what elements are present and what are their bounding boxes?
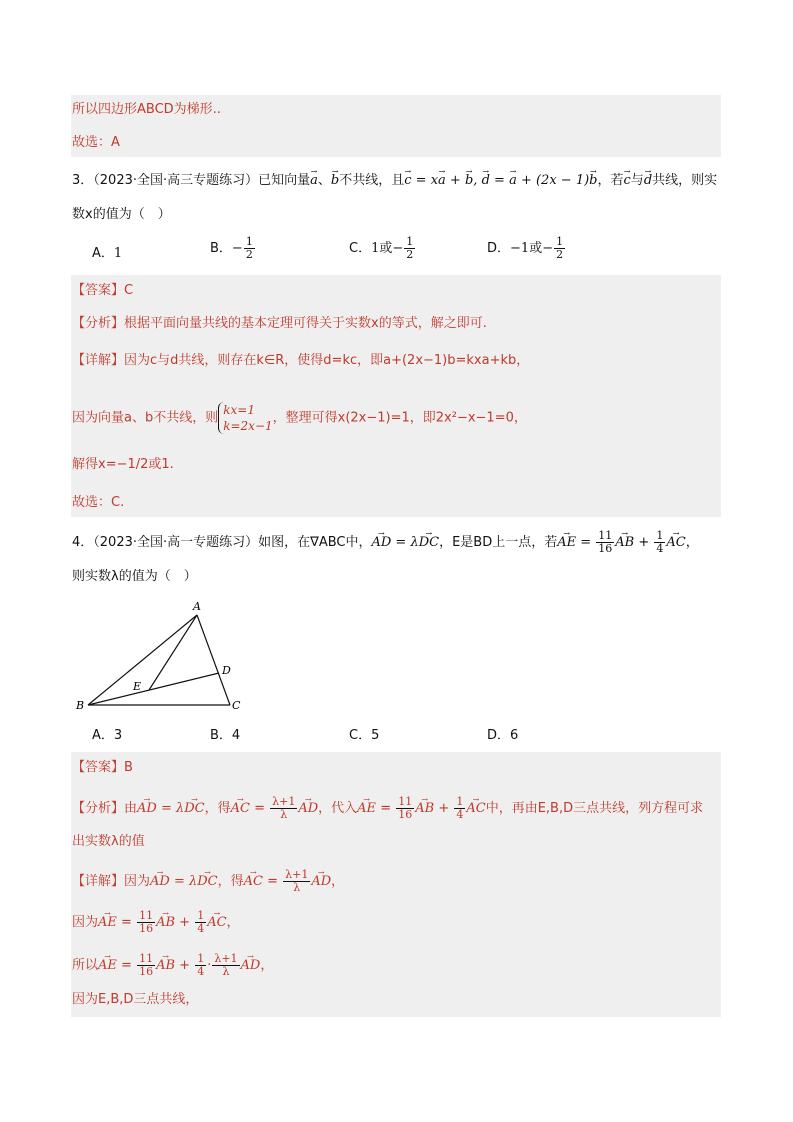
text-line: 所以四边形ABCD为梯形..: [72, 102, 221, 117]
detail-label: 【详解】: [72, 353, 125, 368]
detail-text: 因为向量a、b不共线，则: [72, 410, 219, 426]
option-b: B．− $\frac{1}{2}$: [210, 235, 253, 261]
detail-line-2: 因为→ AE = $\frac{11}{16}$ → AB + $\frac{1}{4}$ → AC，: [72, 910, 240, 935]
answer-label: 【答案】: [72, 283, 125, 298]
choice-line: 故选：A: [72, 135, 120, 150]
detail-line-3: 所以→ AE = $\frac{11}{16}$ → AB + $\frac{1}{4}$ · $\frac{\lambda+1}{\lambda}$ → AD，: [72, 953, 273, 978]
analysis-text: ，代入: [318, 801, 358, 816]
question-3-prefix: 3．（2023·全国·高三专题练习）已知向量: [72, 173, 311, 188]
label-e: E: [133, 680, 142, 693]
answer-label: 【答案】: [72, 760, 125, 775]
question-3-stem-line2: 数x的值为（ ）: [72, 207, 171, 222]
side-ac: [197, 615, 230, 705]
detail-text: 因为c与d共线，则存在k∈R，使得d=kc，即a+(2x−1)b=kxa+kb，: [124, 353, 530, 368]
detail-text: ，整理可得x(2x−1)=1，即2x²−x−1=0，: [272, 410, 527, 426]
detail-line-2: [72, 402, 527, 434]
analysis-text: 由: [124, 801, 138, 816]
analysis-text: 根据平面向量共线的基本定理可得关于实数x的等式，解之即可.: [124, 316, 487, 331]
option-d: D．−1或− $\frac{1}{2}$: [487, 235, 564, 261]
detail-line-3: 解得x=−1/2或1.: [72, 457, 174, 472]
sep: 、: [317, 173, 331, 188]
stem-text: ，E是BD上一点，若: [439, 535, 558, 550]
option-c: C．5: [349, 728, 380, 743]
solution-block-q3: [71, 275, 721, 517]
detail-text: ，得: [217, 874, 244, 889]
detail-text: 所以: [72, 958, 99, 973]
triangle-figure: [72, 598, 252, 716]
option-a: A．3: [92, 728, 123, 743]
analysis-line-2: 出实数λ的值: [72, 834, 145, 849]
analysis-text: ，得: [204, 801, 231, 816]
analysis-text: 中，再由E,B,D三点共线，列方程可求: [485, 801, 704, 816]
stem-text: ，若: [597, 173, 624, 188]
detail-line-1: [72, 351, 529, 371]
stem-text: 与: [630, 173, 644, 188]
system-eq-1: kx=1: [223, 403, 255, 417]
option-a: A．1: [92, 246, 123, 261]
equation-system: [218, 402, 272, 434]
option-d: D．6: [487, 728, 519, 743]
detail-text: 因为: [124, 874, 151, 889]
question-4-stem-line2: 则实数λ的值为（ ）: [72, 569, 197, 584]
detail-line-4: 因为E,B,D三点共线，: [72, 992, 199, 1007]
answer-value: C: [124, 283, 134, 298]
answer-line: [72, 281, 133, 301]
question-4-stem: 4．（2023·全国·高一专题练习）如图，在∇ABC中，→ AD = λ→ DC，E是BD上一点，若→ AE = $\frac{11}{16}$ → AB + $\frac{1}{4}$ → AC，: [72, 530, 699, 555]
label-a: A: [193, 600, 201, 613]
analysis-line: [72, 314, 487, 334]
option-c: C．1或− $\frac{1}{2}$: [349, 235, 414, 261]
stem-text: 不共线，且: [339, 173, 405, 188]
answer-value: B: [124, 760, 133, 775]
detail-line-1: 【详解】因为→ AD = λ→ DC，得→ AC = $\frac{\lambda+1}{\lambda}$ → AD，: [72, 869, 344, 894]
analysis-line: 【分析】由→ AD = λ→ DC，得→ AC = $\frac{\lambda+1}{\lambda}$ → AD，代入→ AE = $\frac{11}{16}$ → AB + $\frac{1}{4}$ → AC中，再由E,B,D三点共线，列方程可求: [72, 796, 703, 821]
choice-line: 故选：C.: [72, 495, 125, 510]
label-c: C: [232, 699, 241, 712]
label-d: D: [222, 664, 231, 677]
option-b: B．4: [210, 728, 241, 743]
question-3-stem: 3．（2023·全国·高三专题练习）已知向量→ a、→ b不共线，且→ c = x→ a + → b, → d = → a + (2x − 1)→ b，若→ c与→ d共线，则实: [72, 171, 717, 191]
system-eq-2: k=2x−1: [223, 419, 273, 433]
analysis-label: 【分析】: [72, 801, 125, 816]
stem-text: 共线，则实: [652, 173, 718, 188]
detail-text: 因为: [72, 915, 99, 930]
stem-text: 4．（2023·全国·高一专题练习）如图，在∇ABC中，: [72, 535, 372, 550]
answer-line: [72, 758, 133, 778]
label-b: B: [76, 699, 85, 712]
segment-ae: [149, 615, 197, 690]
detail-label: 【详解】: [72, 874, 125, 889]
analysis-label: 【分析】: [72, 316, 125, 331]
